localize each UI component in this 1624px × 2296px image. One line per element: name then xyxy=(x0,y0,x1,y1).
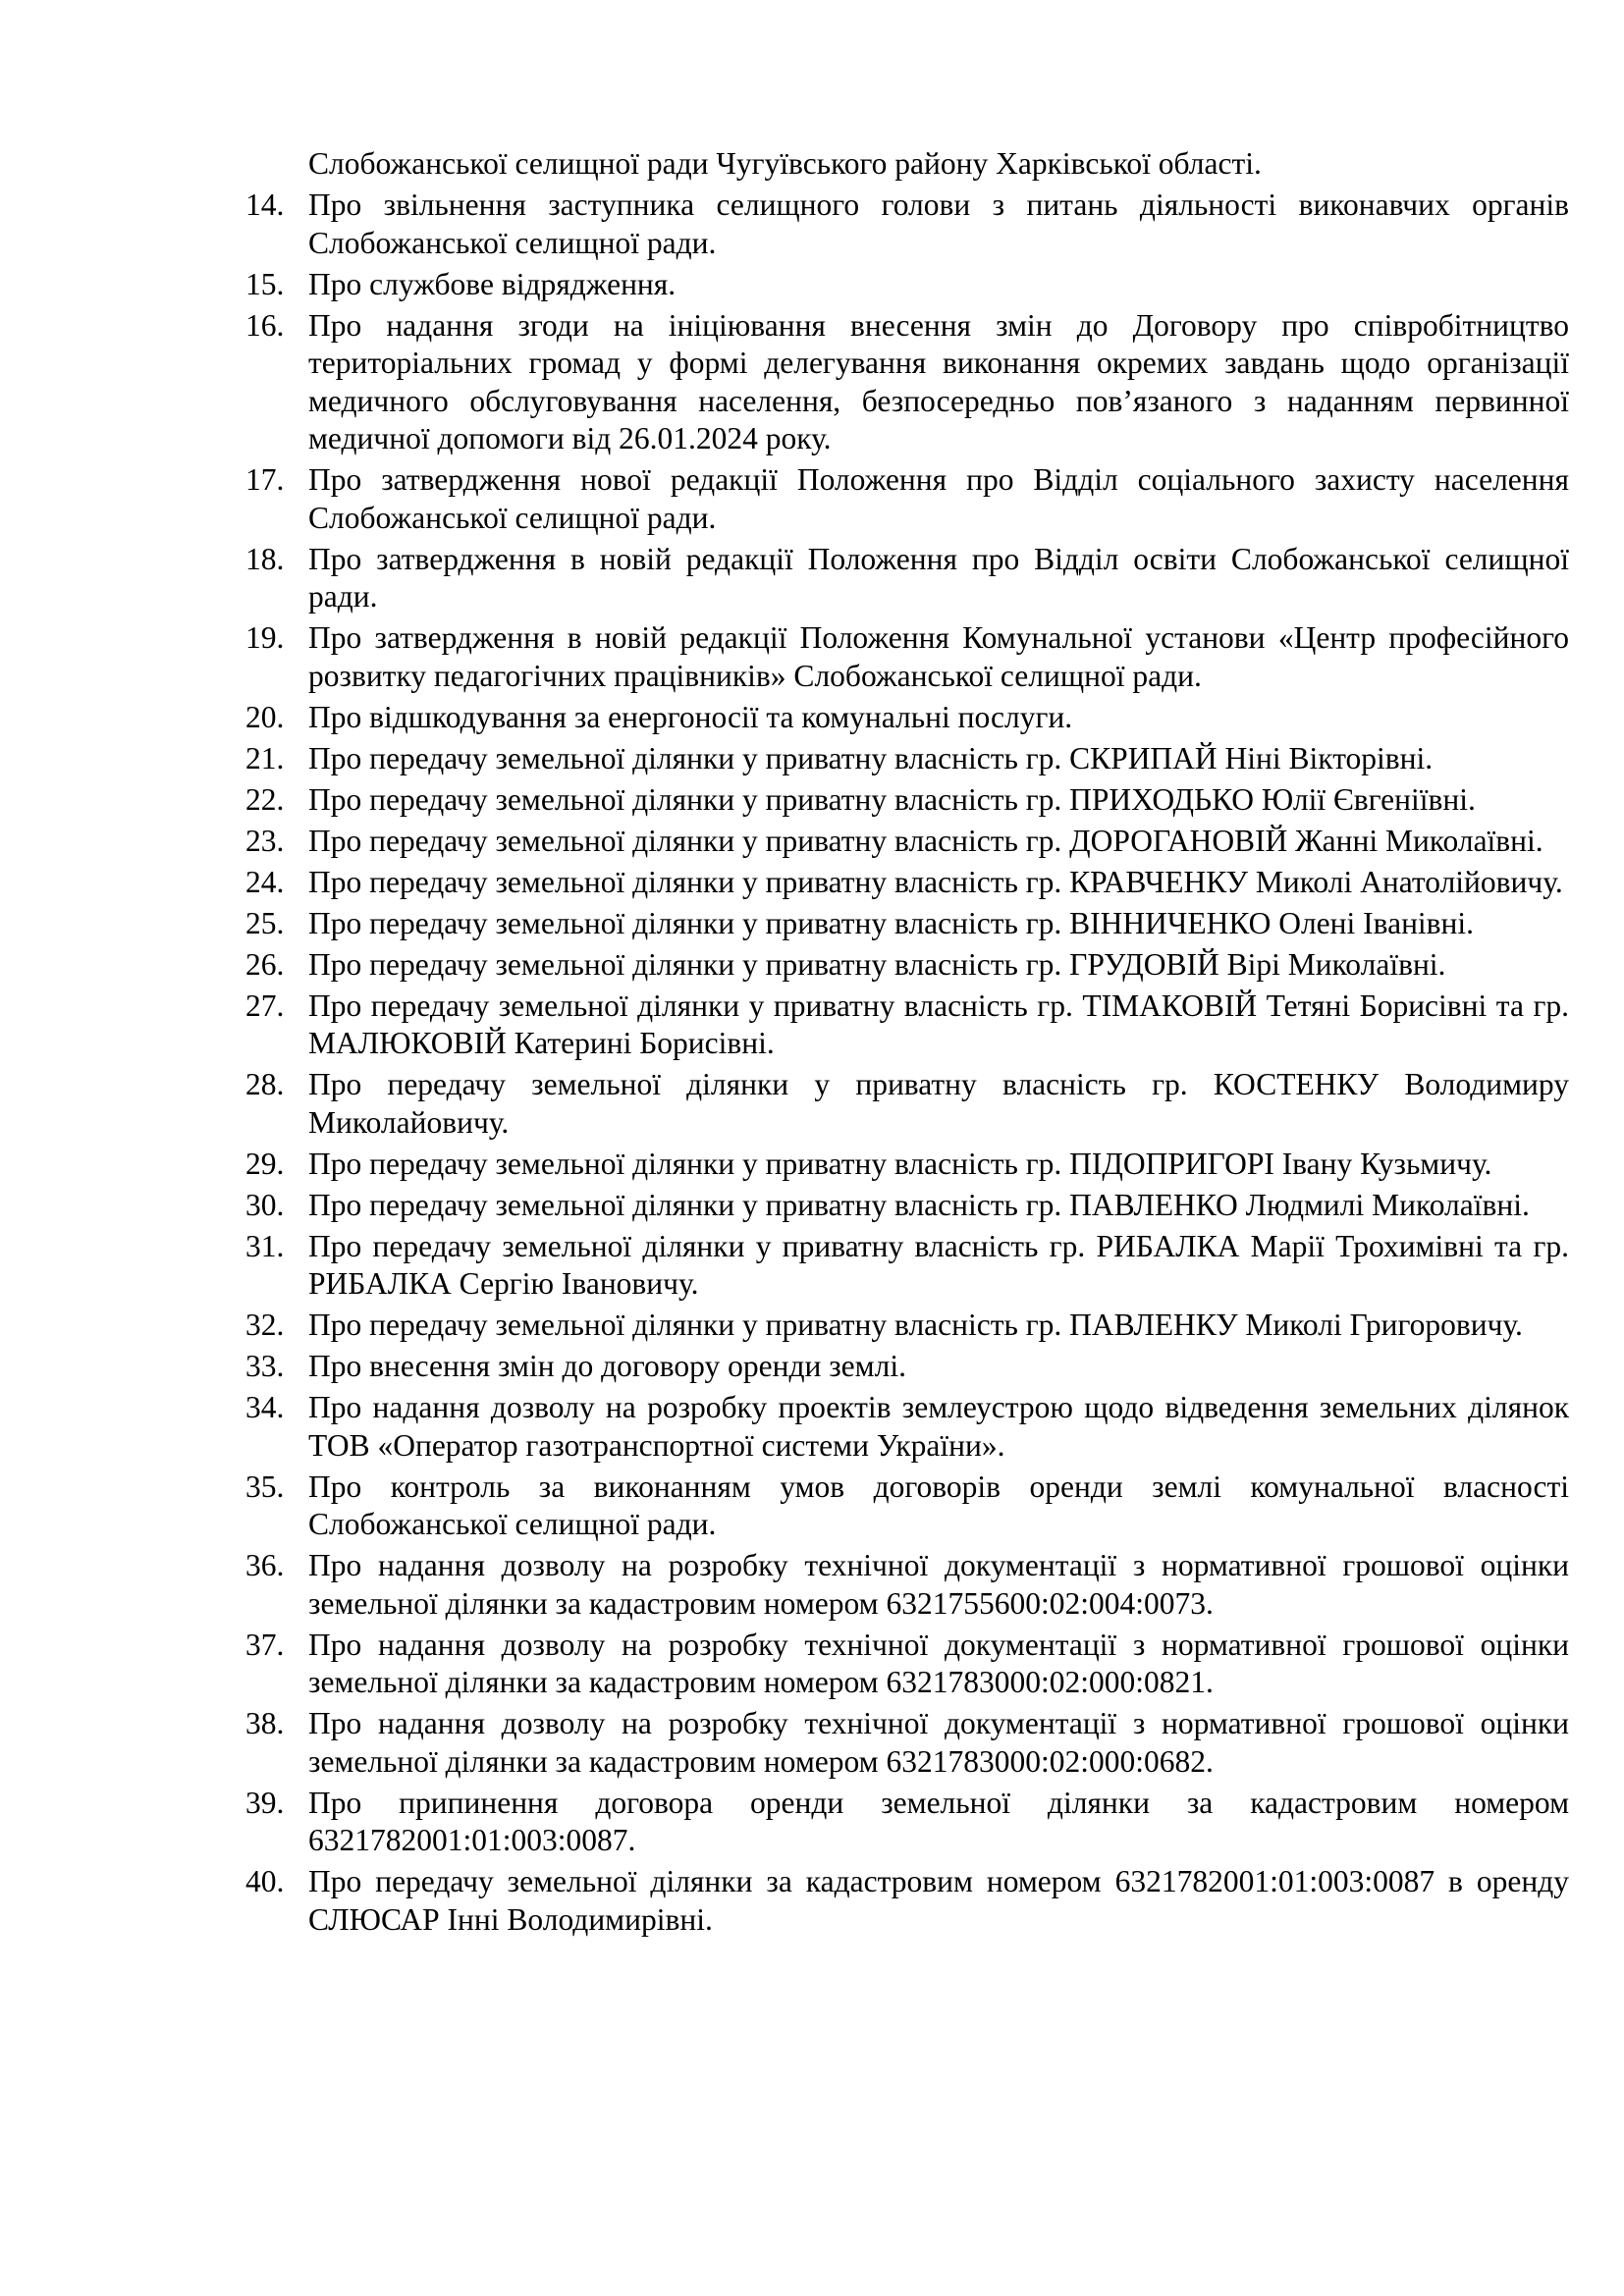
agenda-item-text: Про передачу земельної ділянки у приватну власність гр. КРАВЧЕНКУ Миколі Анатолійовичу. xyxy=(308,864,1563,899)
agenda-item xyxy=(245,823,1569,861)
agenda-item-text: Про передачу земельної ділянки за кадастровим номером 6321782001:01:003:0087 в оренду СЛЮСАР Інні Володимирівні. xyxy=(308,1864,1569,1937)
agenda-item-text: Про передачу земельної ділянки у приватну власність гр. РИБАЛКА Марії Трохимівні та гр. РИБАЛКА Сергію Івановичу. xyxy=(308,1228,1569,1301)
agenda-item-number: 16. xyxy=(245,307,285,343)
agenda-item-text: Про передачу земельної ділянки у приватну власність гр. СКРИПАЙ Ніні Вікторівні. xyxy=(308,740,1434,775)
agenda-item-text: Про передачу земельної ділянки у приватну власність гр. ГРУДОВІЙ Вірі Миколаївні. xyxy=(308,946,1446,982)
agenda-item xyxy=(245,864,1569,902)
agenda-item-text: Слобожанської селищної ради Чугуївського району Харківської області. xyxy=(308,146,1262,181)
agenda-item xyxy=(245,1228,1569,1304)
agenda-item-text: Про надання дозволу на розробку технічної документації з нормативної грошової оцінки земельної ділянки за кадастровим номером 6321783000:02:000:0682. xyxy=(308,1706,1569,1779)
agenda-item-text: Про передачу земельної ділянки у приватну власність гр. ПАВЛЕНКУ Миколі Григоровичу. xyxy=(308,1308,1523,1342)
agenda-item-number: 33. xyxy=(245,1349,285,1383)
agenda-item-text: Про припинення договора оренди земельної ділянки за кадастровим номером 6321782001:01:003:0087. xyxy=(308,1785,1569,1857)
agenda-item-text: Про затвердження в новій редакції Положення про Відділ освіти Слобожанської селищної ради. xyxy=(308,541,1569,614)
agenda-item-text: Про надання дозволу на розробку проектів землеустрою щодо відведення земельних ділянок ТОВ «Оператор газотранспортної системи України». xyxy=(308,1390,1569,1463)
agenda-item xyxy=(245,266,1569,304)
agenda-item xyxy=(245,1187,1569,1225)
agenda-item-number: 23. xyxy=(245,823,285,858)
agenda-item-number: 24. xyxy=(245,864,285,899)
agenda-item xyxy=(245,988,1569,1063)
agenda-item-number: 32. xyxy=(245,1308,285,1342)
agenda-item xyxy=(245,740,1569,778)
agenda-item-text: Про службове відрядження. xyxy=(308,266,677,301)
agenda-item xyxy=(245,1389,1569,1465)
agenda-item xyxy=(245,541,1569,616)
agenda-item xyxy=(245,1705,1569,1781)
agenda-item-number: 39. xyxy=(245,1785,285,1820)
agenda-item-text: Про передачу земельної ділянки у приватну власність гр. ВІННИЧЕНКО Олені Іванівні. xyxy=(308,905,1475,940)
agenda-item xyxy=(245,905,1569,943)
agenda-item-number: 31. xyxy=(245,1228,285,1263)
agenda-item-number: 34. xyxy=(245,1390,285,1424)
agenda-item xyxy=(245,619,1569,695)
agenda-item xyxy=(245,1468,1569,1544)
agenda-item xyxy=(245,1785,1569,1860)
agenda-item xyxy=(245,946,1569,985)
agenda-item-text: Про надання згоди на ініціювання внесення змін до Договору про співробітництво територіальних громад у формі делегування виконання окремих завдань щодо організації медичного обслуговування населення, безпосередньо пов’язаного з наданням первинної медичної допомоги від 26.01.2024 року. xyxy=(308,307,1569,455)
agenda-item xyxy=(245,1348,1569,1386)
agenda-item-number: 30. xyxy=(245,1187,285,1222)
agenda-item-number: 35. xyxy=(245,1468,285,1504)
agenda-item-text: Про передачу земельної ділянки у приватну власність гр. ДОРОГАНОВІЙ Жанні Миколаївні. xyxy=(308,823,1543,858)
agenda-item xyxy=(245,187,1569,262)
agenda-item-number: 18. xyxy=(245,541,285,576)
agenda-item-text: Про контроль за виконанням умов договорів оренди землі комунальної власності Слобожанської селищної ради. xyxy=(308,1468,1569,1541)
agenda-item-text: Про надання дозволу на розробку технічної документації з нормативної грошової оцінки земельної ділянки за кадастровим номером 6321783000:02:000:0821. xyxy=(308,1627,1569,1699)
agenda-item-number: 29. xyxy=(245,1146,285,1181)
agenda-item-text: Про внесення змін до договору оренди землі. xyxy=(308,1349,906,1383)
agenda-item-text: Про передачу земельної ділянки у приватну власність гр. ПІДОПРИГОРІ Івану Кузьмичу. xyxy=(308,1146,1492,1181)
agenda-item-number: 22. xyxy=(245,781,285,817)
agenda-item-text: Про затвердження нової редакції Положення про Відділ соціального захисту населення Слобожанської селищної ради. xyxy=(308,462,1569,535)
agenda-item xyxy=(245,1066,1569,1142)
agenda-item-number: 40. xyxy=(245,1864,285,1898)
agenda-item-number: 28. xyxy=(245,1067,285,1101)
agenda-item-number: 17. xyxy=(245,462,285,497)
agenda-item-number: 25. xyxy=(245,905,285,940)
agenda-item-number: 26. xyxy=(245,946,285,982)
agenda-item xyxy=(245,699,1569,737)
agenda-item-number: 20. xyxy=(245,699,285,734)
agenda-item-number: 14. xyxy=(245,187,285,222)
agenda-item xyxy=(245,307,1569,458)
agenda-item-number: 37. xyxy=(245,1627,285,1662)
agenda-item-number: 38. xyxy=(245,1706,285,1740)
agenda-item-text: Про затвердження в новій редакції Положення Комунальної установи «Центр професійного розвитку педагогічних працівників» Слобожанської селищної ради. xyxy=(308,620,1569,693)
agenda-item-number: 36. xyxy=(245,1548,285,1582)
agenda-item xyxy=(245,1307,1569,1345)
agenda-item-number: 19. xyxy=(245,620,285,655)
agenda-item xyxy=(245,1547,1569,1623)
agenda-item xyxy=(245,1146,1569,1184)
agenda-item-text: Про відшкодування за енергоносії та комунальні послуги. xyxy=(308,699,1073,734)
agenda-item-text: Про надання дозволу на розробку технічної документації з нормативної грошової оцінки земельної ділянки за кадастровим номером 6321755600:02:004:0073. xyxy=(308,1548,1569,1621)
agenda-item xyxy=(245,781,1569,820)
agenda-list xyxy=(245,145,1569,1943)
agenda-item-text: Про передачу земельної ділянки у приватну власність гр. КОСТЕНКУ Володимиру Миколайовичу. xyxy=(308,1067,1569,1140)
agenda-item-number: 21. xyxy=(245,740,285,775)
agenda-item xyxy=(245,1863,1569,1939)
agenda-item-text: Про передачу земельної ділянки у приватну власність гр. ТІМАКОВІЙ Тетяні Борисівні та гр. МАЛЮКОВІЙ Катерині Борисівні. xyxy=(308,988,1569,1060)
agenda-item-number: 15. xyxy=(245,266,285,301)
agenda-item-number: 27. xyxy=(245,988,285,1023)
agenda-item-continuation xyxy=(245,145,1569,184)
agenda-item xyxy=(245,1627,1569,1702)
agenda-item-text: Про передачу земельної ділянки у приватну власність гр. ПРИХОДЬКО Юлії Євгеніївні. xyxy=(308,781,1476,817)
agenda-item-text: Про передачу земельної ділянки у приватну власність гр. ПАВЛЕНКО Людмилі Миколаївні. xyxy=(308,1187,1530,1222)
agenda-item-text: Про звільнення заступника селищного голови з питань діяльності виконавчих органів Слобожанської селищної ради. xyxy=(308,187,1569,260)
agenda-item xyxy=(245,461,1569,537)
